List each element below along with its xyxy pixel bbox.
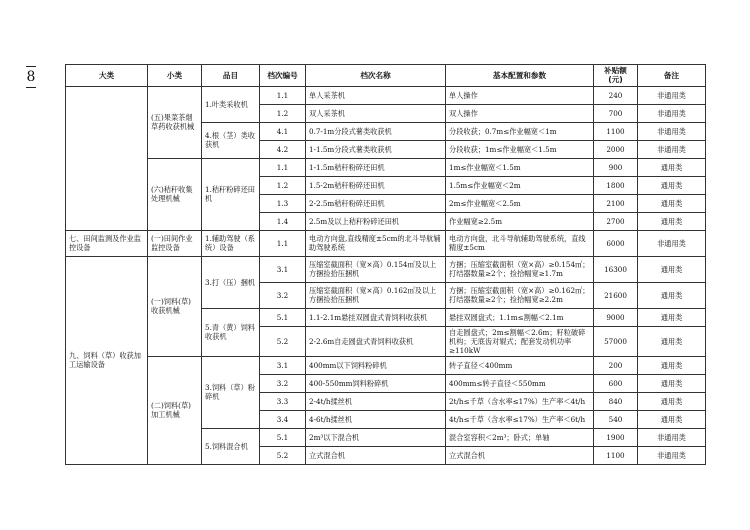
- table-row: [66, 230, 706, 256]
- item-cell: 3.打（压）捆机: [202, 256, 260, 308]
- note-cell: 非通用类: [638, 122, 706, 140]
- note-cell: 非通用类: [638, 446, 706, 464]
- col-header-name: 档次名称: [306, 65, 446, 87]
- subcategory-cell: (一)饲料(草)收获机械: [148, 256, 202, 356]
- name-cell: 单人采茶机: [306, 86, 446, 104]
- code-cell: 1.1: [260, 86, 306, 104]
- subsidy-cell: 600: [594, 374, 638, 392]
- code-cell: 4.1: [260, 122, 306, 140]
- name-cell: 1-1.5m秸秆粉碎还田机: [306, 158, 446, 176]
- config-cell: 2t/h≤千草（含水率≤17%）生产率＜4t/h: [446, 392, 594, 410]
- note-cell: 通用类: [638, 282, 706, 308]
- code-cell: 3.1: [260, 356, 306, 374]
- note-cell: 通用类: [638, 356, 706, 374]
- note-cell: 通用类: [638, 392, 706, 410]
- name-cell: 2.5m及以上秸秆粉碎还田机: [306, 212, 446, 230]
- name-cell: 1.5-2m秸秆粉碎还田机: [306, 176, 446, 194]
- name-cell: 1-1.5m分段式薯类收获机: [306, 140, 446, 158]
- item-cell: 1.秸秆粉碎还田机: [202, 158, 260, 230]
- note-cell: 非通用类: [638, 140, 706, 158]
- note-cell: 通用类: [638, 158, 706, 176]
- config-cell: 作业幅宽≥2.5m: [446, 212, 594, 230]
- name-cell: 1.1-2.1m悬挂双圆盘式青饲料收获机: [306, 308, 446, 326]
- code-cell: 3.2: [260, 374, 306, 392]
- subsidy-cell: 57000: [594, 326, 638, 356]
- note-cell: 通用类: [638, 212, 706, 230]
- subcategory-cell: (一)田间作业监控设备: [148, 230, 202, 256]
- item-cell: 1.叶类采收机: [202, 86, 260, 122]
- code-cell: 1.2: [260, 104, 306, 122]
- config-cell: 分段收获；1m≤作业幅宽＜1.5m: [446, 140, 594, 158]
- name-cell: 400mm以下饲料粉碎机: [306, 356, 446, 374]
- config-cell: 方捆；压缩室截面积（宽×高）≥0.154㎡；打结器数量≥2个；捡拾幅宽≥1.7m: [446, 256, 594, 282]
- config-cell: 1m≤作业幅宽＜1.5m: [446, 158, 594, 176]
- table-row: [66, 356, 706, 374]
- subsidy-cell: 540: [594, 410, 638, 428]
- subsidy-cell: 900: [594, 158, 638, 176]
- name-cell: 4-6t/h揉丝机: [306, 410, 446, 428]
- config-cell: 混合室容积＜2m³；卧式；单轴: [446, 428, 594, 446]
- subsidy-cell: 2100: [594, 194, 638, 212]
- name-cell: 400-550mm饲料粉碎机: [306, 374, 446, 392]
- table-row: [66, 158, 706, 176]
- code-cell: 1.1: [260, 158, 306, 176]
- config-cell: 转子直径＜400mm: [446, 356, 594, 374]
- table-row: [66, 256, 706, 282]
- subsidy-cell: 21600: [594, 282, 638, 308]
- config-cell: 方捆；压缩室截面积（宽×高）≥0.162㎡；打结器数量≥2个；捡拾幅宽≥2.2m: [446, 282, 594, 308]
- item-cell: 3.饲料（草）粉碎机: [202, 356, 260, 428]
- subsidy-cell: 9000: [594, 308, 638, 326]
- note-cell: 通用类: [638, 374, 706, 392]
- code-cell: 5.2: [260, 446, 306, 464]
- subsidy-cell: 1100: [594, 446, 638, 464]
- config-cell: 400mm≤转子直径＜550mm: [446, 374, 594, 392]
- config-cell: 立式混合机: [446, 446, 594, 464]
- code-cell: 4.2: [260, 140, 306, 158]
- code-cell: 3.2: [260, 282, 306, 308]
- code-cell: 5.1: [260, 308, 306, 326]
- config-cell: 4t/h≤千草（含水率≤17%）生产率＜6t/h: [446, 410, 594, 428]
- subsidy-cell: 6000: [594, 230, 638, 256]
- name-cell: 2-4t/h揉丝机: [306, 392, 446, 410]
- note-cell: 非通用类: [638, 428, 706, 446]
- note-cell: 通用类: [638, 256, 706, 282]
- name-cell: 2-2.5m秸秆粉碎还田机: [306, 194, 446, 212]
- config-cell: 1.5m≤作业幅宽＜2m: [446, 176, 594, 194]
- col-header-code: 档次编号: [260, 65, 306, 87]
- subsidy-cell: 1800: [594, 176, 638, 194]
- name-cell: 双人采茶机: [306, 104, 446, 122]
- code-cell: 3.4: [260, 410, 306, 428]
- page-number: 8: [20, 66, 42, 88]
- col-header-item: 品目: [202, 65, 260, 87]
- code-cell: 1.4: [260, 212, 306, 230]
- item-cell: 4.根（茎）类收获机: [202, 122, 260, 158]
- item-cell: 1.辅助驾驶（系统）设备: [202, 230, 260, 256]
- config-cell: 悬挂双圆盘式；1.1m≤割幅＜2.1m: [446, 308, 594, 326]
- config-cell: 2m≤作业幅宽＜2.5m: [446, 194, 594, 212]
- config-cell: 分段收获；0.7m≤作业幅宽＜1m: [446, 122, 594, 140]
- note-cell: 通用类: [638, 194, 706, 212]
- name-cell: 压缩室截面积（宽×高）0.162㎡及以上方捆捡拾压捆机: [306, 282, 446, 308]
- name-cell: 0.7-1m分段式薯类收获机: [306, 122, 446, 140]
- name-cell: 压缩室截面积（宽×高）0.154㎡及以上方捆捡拾压捆机: [306, 256, 446, 282]
- name-cell: 立式混合机: [306, 446, 446, 464]
- subcategory-cell: (五)果菜茶烟草药收获机械: [148, 86, 202, 158]
- note-cell: 通用类: [638, 176, 706, 194]
- config-cell: 电动方向盘，北斗导航辅助驾驶系统，直线精度±5cm: [446, 230, 594, 256]
- subcategory-cell: (二)饲料(草)加工机械: [148, 356, 202, 464]
- subcategory-cell: (六)秸秆收集处理机械: [148, 158, 202, 230]
- item-cell: 5.饲料混合机: [202, 428, 260, 464]
- config-cell: 双人操作: [446, 104, 594, 122]
- col-header-category: 大类: [66, 65, 148, 87]
- subsidy-cell: 840: [594, 392, 638, 410]
- note-cell: 非通用类: [638, 230, 706, 256]
- subsidy-cell: 1100: [594, 122, 638, 140]
- code-cell: 5.2: [260, 326, 306, 356]
- code-cell: 1.3: [260, 194, 306, 212]
- col-header-subsidy: 补贴额(元): [594, 65, 638, 87]
- subsidy-cell: 2000: [594, 140, 638, 158]
- config-cell: 自走圆盘式；2m≤割幅＜2.6m；籽粒破碎机构；无底齿对辊式；配套发动机功率≥110kW: [446, 326, 594, 356]
- note-cell: 通用类: [638, 308, 706, 326]
- category-cell: 七、田间监测及作业监控设备: [66, 230, 148, 256]
- note-cell: 通用类: [638, 410, 706, 428]
- config-cell: 单人操作: [446, 86, 594, 104]
- code-cell: 3.1: [260, 256, 306, 282]
- note-cell: 非通用类: [638, 104, 706, 122]
- note-cell: 非通用类: [638, 86, 706, 104]
- col-header-subcategory: 小类: [148, 65, 202, 87]
- subsidy-cell: 1900: [594, 428, 638, 446]
- code-cell: 3.3: [260, 392, 306, 410]
- code-cell: 5.1: [260, 428, 306, 446]
- table-row: [66, 86, 706, 104]
- subsidy-cell: 200: [594, 356, 638, 374]
- name-cell: 2m³以下混合机: [306, 428, 446, 446]
- name-cell: 电动方向盘,直线精度±5cm的北斗导航辅助驾驶系统: [306, 230, 446, 256]
- subsidy-cell: 2700: [594, 212, 638, 230]
- code-cell: 1.2: [260, 176, 306, 194]
- subsidy-table: [65, 64, 706, 465]
- subsidy-cell: 240: [594, 86, 638, 104]
- subsidy-cell: 700: [594, 104, 638, 122]
- category-cell: 九、饲料（草）收获加工运输设备: [66, 256, 148, 464]
- table-header: [66, 65, 706, 87]
- name-cell: 2-2.6m自走圆盘式青饲料收获机: [306, 326, 446, 356]
- col-header-note: 备注: [638, 65, 706, 87]
- note-cell: 通用类: [638, 326, 706, 356]
- item-cell: 5.青（黄）饲料收获机: [202, 308, 260, 356]
- code-cell: 1.1: [260, 230, 306, 256]
- col-header-config: 基本配置和参数: [446, 65, 594, 87]
- subsidy-cell: 16300: [594, 256, 638, 282]
